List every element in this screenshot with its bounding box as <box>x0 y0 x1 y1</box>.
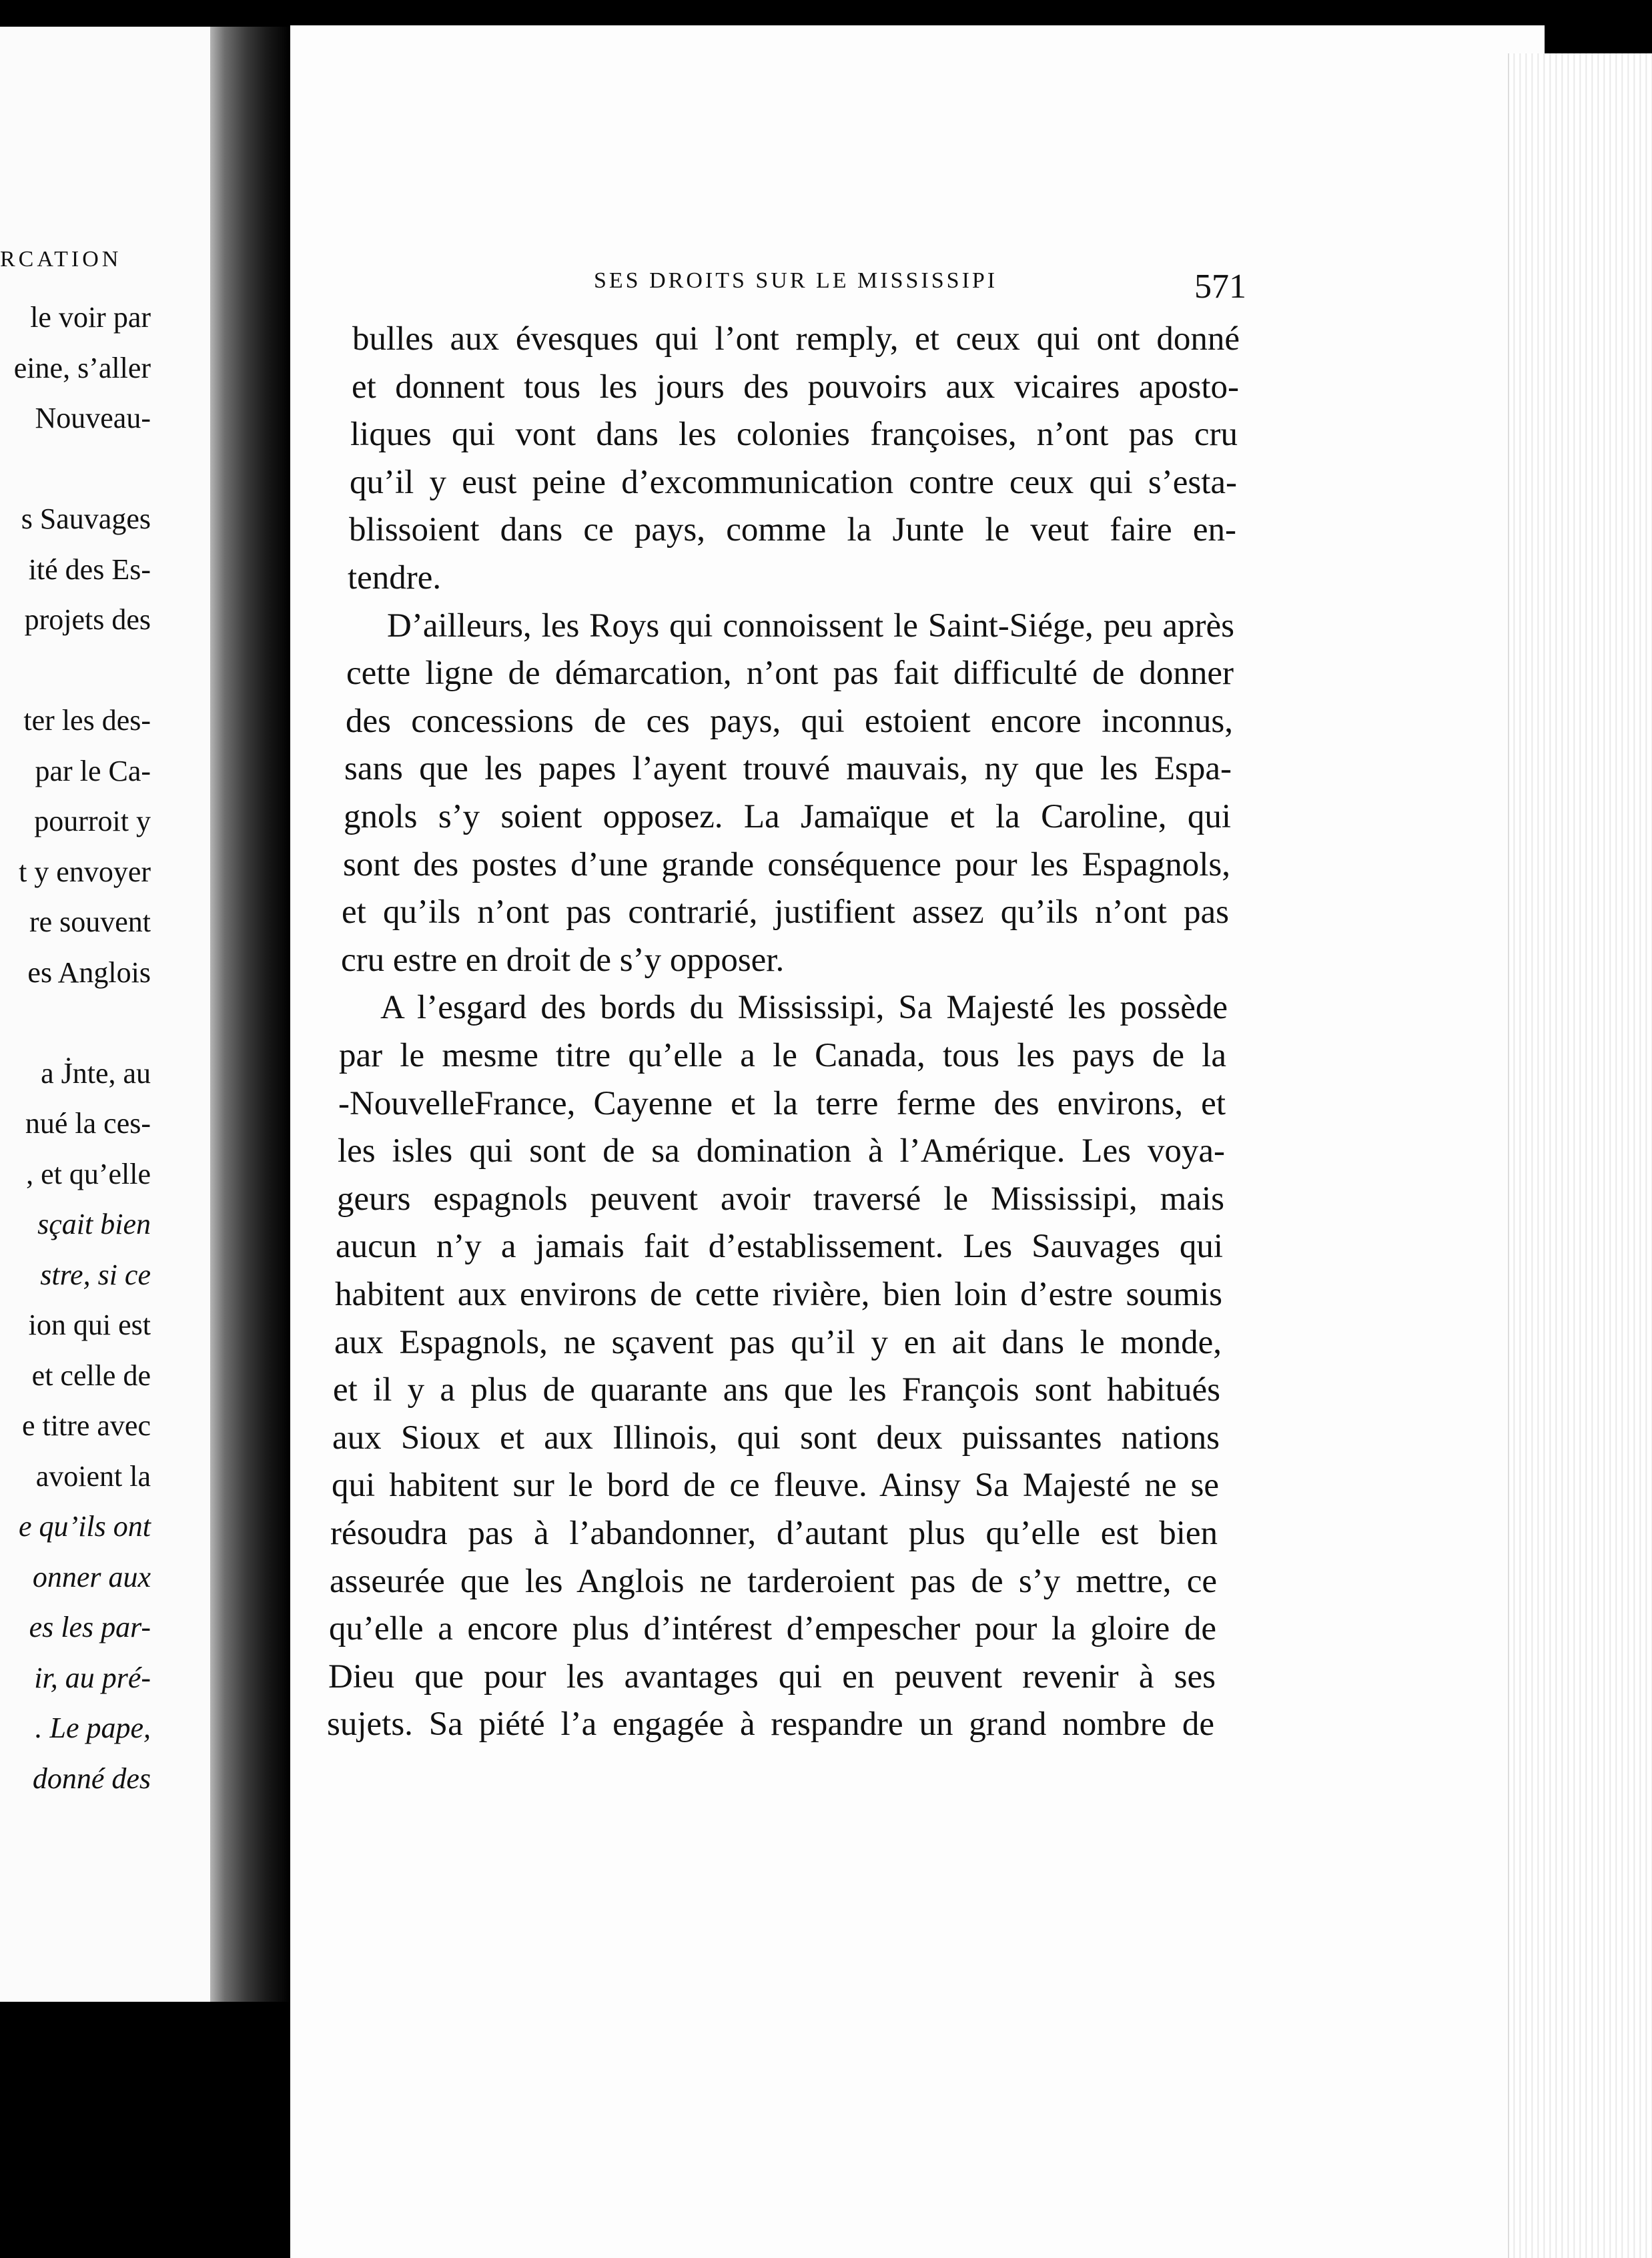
left-page-line: eine, s’aller <box>13 351 151 384</box>
text-line: et donnent tous les jours des pouvoirs aux vicaires aposto- <box>352 368 1239 406</box>
text-line: asseurée que les Anglois ne tarderoient pas de s’y mettre, ce <box>330 1562 1217 1600</box>
left-page-line: . Le pape, <box>35 1712 151 1744</box>
left-page-line: s Sauvages <box>21 502 151 535</box>
text-line: sont des postes d’une grande conséquence pour les Espagnols, <box>343 845 1230 883</box>
text-line: aucun n’y a jamais fait d’establissement. Les Sauvages qui <box>336 1228 1223 1266</box>
text-line: cru estre en droit de s’y opposer. <box>341 941 785 979</box>
left-page-line: ter les des- <box>23 704 151 737</box>
text-line: et qu’ils n’ont pas contrarié, justifient assez qu’ils n’ont pas <box>342 893 1229 931</box>
left-page-line: t y envoyer <box>19 855 151 888</box>
text-line: habitent aux environs de cette rivière, bien loin d’estre soumis <box>335 1276 1222 1313</box>
text-line: gnols s’y soient opposez. La Jamaïque et la Caroline, qui <box>344 798 1231 835</box>
text-line: cette ligne de démarcation, n’ont pas fait difficulté de donner <box>346 655 1234 693</box>
text-line: aux Espagnols, ne sçavent pas qu’il y en ait dans le monde, <box>334 1323 1222 1361</box>
text-line: les isles qui sont de sa domination à l’Amérique. Les voya- <box>338 1132 1225 1170</box>
text-line: sans que les papes l’ayent trouvé mauvais, ny que les Espa- <box>344 750 1232 788</box>
page-number: 571 <box>1194 268 1246 306</box>
text-line: bulles aux évesques qui l’ont remply, et ceux qui ont donné <box>352 320 1240 358</box>
left-page-line: avoient la <box>35 1459 151 1493</box>
text-line: Dieu que pour les avantages qui en peuvent revenir à ses <box>328 1657 1216 1696</box>
text-line: liques qui vont dans les colonies françoises, n’ont pas cru <box>350 416 1238 454</box>
text-line: tendre. <box>348 559 442 597</box>
text-line: blissoient dans ce pays, comme la Junte le veut faire en- <box>349 511 1236 549</box>
left-page-line: e qu’ils ont <box>19 1510 151 1543</box>
left-page-line: a J̇nte, au <box>41 1056 151 1090</box>
left-page-line: stre, si ce <box>40 1258 151 1291</box>
text-line: geurs espagnols peuvent avoir traversé le Mississipi, mais <box>337 1180 1224 1218</box>
text-line: résoudra pas à l’abandonner, d’autant plus qu’elle est bien <box>330 1515 1218 1552</box>
left-page-line: es Anglois <box>27 956 151 989</box>
text-line: et il y a plus de quarante ans que les François sont habitués <box>333 1371 1220 1409</box>
left-page-line: par le Ca- <box>35 754 151 787</box>
left-page-line: le voir par <box>30 301 151 334</box>
text-line: qu’elle a encore plus d’intérest d’empescher pour la gloire de <box>329 1610 1216 1648</box>
left-page-line: re souvent <box>29 905 151 938</box>
text-line: qui habitent sur le bord de ce fleuve. Ainsy Sa Majesté ne se <box>332 1467 1219 1505</box>
left-page-line: Nouveau- <box>35 402 151 434</box>
text-line: qu’il y eust peine d’excommunication contre ceux qui s’esta- <box>350 463 1237 501</box>
text-line: sujets. Sa piété l’a engagée à respandre un grand nombre de <box>327 1706 1214 1744</box>
running-head: SES DROITS SUR LE MISSISSIPI <box>594 268 998 293</box>
left-page-line: sçait bien <box>37 1208 151 1240</box>
left-page-line: , et qu’elle <box>26 1157 151 1190</box>
text-line: D’ailleurs, les Roys qui connoissent le Saint-Siége, peu après <box>387 607 1234 645</box>
text-line: A l’esgard des bords du Mississipi, Sa Majesté les possède <box>380 989 1228 1027</box>
left-page-line: nué la ces- <box>25 1107 151 1140</box>
page-edges <box>1508 53 1652 2258</box>
left-page-line: pourroit y <box>34 805 151 837</box>
left-page-line: donné des <box>32 1762 151 1795</box>
left-page-line: ion qui est <box>28 1308 151 1341</box>
left-running-head: RCATION <box>0 247 122 272</box>
left-page-line: et celle de <box>31 1359 151 1392</box>
left-page-line: ité des Es- <box>28 552 151 586</box>
text-line: des concessions de ces pays, qui estoient encore inconnus, <box>346 702 1233 740</box>
text-line: par le mesme titre qu’elle a le Canada, tous les pays de la <box>339 1037 1226 1074</box>
text-line: aux Sioux et aux Illinois, qui sont deux puissantes nations <box>332 1419 1220 1457</box>
left-page-line: es les par- <box>29 1611 151 1643</box>
left-page-line: e titre avec <box>22 1409 151 1442</box>
left-page-line: onner aux <box>32 1560 151 1593</box>
left-page-line: ir, au pré- <box>34 1661 151 1694</box>
left-page-line: projets des <box>24 603 151 636</box>
book-gutter <box>210 27 290 2002</box>
text-line: -NouvelleFrance, Cayenne et la terre ferme des environs, et <box>338 1084 1226 1122</box>
